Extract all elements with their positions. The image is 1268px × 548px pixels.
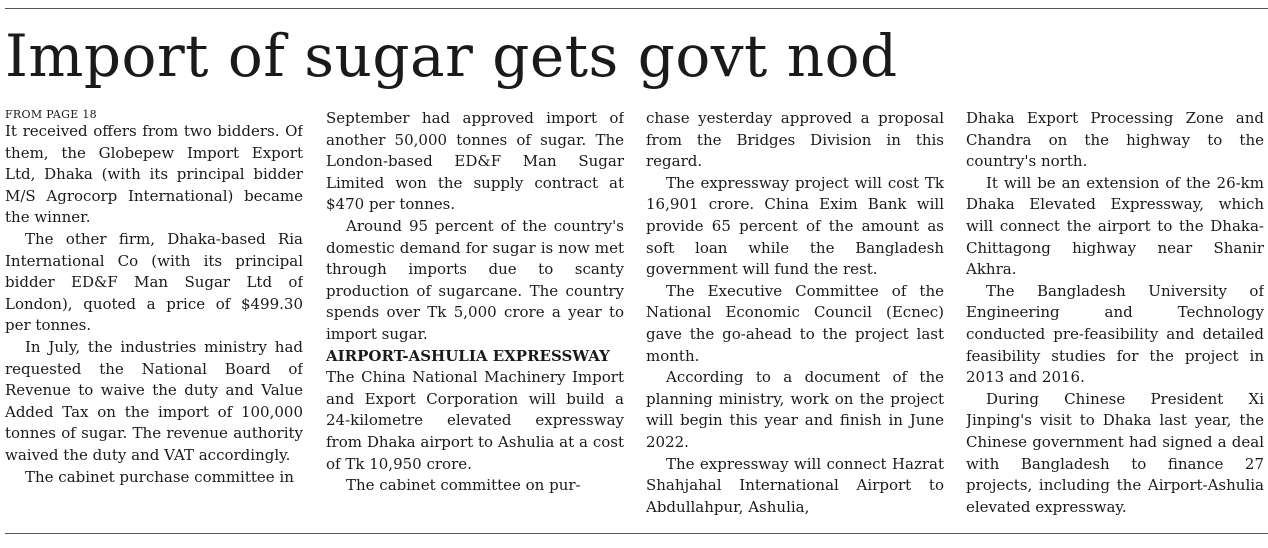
article-column-4 bbox=[966, 108, 1264, 528]
paragraph: According to a document of the planning ministry, work on the project will begin this year and finish in June 2022. bbox=[646, 368, 944, 451]
top-rule bbox=[5, 8, 1268, 9]
paragraph: In July, the industries ministry had requested the National Board of Revenue to waive the duty and Value Added Tax on the import of 100,000 tonnes of sugar. The revenue authority waived the duty and VAT accordingly. bbox=[5, 337, 303, 464]
paragraph: It received offers from two bidders. Of them, the Globepew Import Export Ltd, Dhaka (with its principal bidder M/S Agrocorp International) became the winner. bbox=[5, 122, 303, 227]
article-column-2 bbox=[326, 108, 624, 528]
paragraph: It will be an extension of the 26-km Dhaka Elevated Expressway, which will connect the airport to the Dhaka-Chittagong highway near Shanir Akhra. bbox=[966, 173, 1264, 279]
bottom-rule bbox=[5, 533, 1268, 534]
paragraph: The China National Machinery Import and Export Corporation will build a 24-kilometre elevated expressway from Dhaka airport to Ashulia at a cost of Tk 10,950 crore. bbox=[326, 368, 624, 473]
paragraph: Around 95 percent of the country's domestic demand for sugar is now met through imports due to scanty production of sugarcane. The country spends over Tk 5,000 crore a year to import sugar. bbox=[326, 216, 624, 343]
paragraph: The expressway project will cost Tk 16,901 crore. China Exim Bank will provide 65 percent of the amount as soft loan while the Bangladesh government will fund the rest. bbox=[646, 173, 944, 279]
article-column-3 bbox=[646, 108, 944, 528]
paragraph: chase yesterday approved a proposal from the Bridges Division in this regard. bbox=[646, 109, 944, 171]
paragraph: The cabinet purchase committee in bbox=[25, 467, 294, 486]
article-column-1 bbox=[5, 108, 303, 528]
subheading: AIRPORT-ASHULIA EXPRESSWAY bbox=[326, 346, 610, 365]
paragraph: The cabinet committee on pur- bbox=[346, 476, 581, 495]
paragraph: The Executive Committee of the National Economic Council (Ecnec) gave the go-ahead to the project last month. bbox=[646, 281, 944, 365]
folio-from-page: FROM PAGE 18 bbox=[5, 108, 97, 121]
paragraph: The other firm, Dhaka-based Ria International Co (with its principal bidder ED&F Man Sugar Ltd of London), quoted a price of $499.30 per tonnes. bbox=[5, 229, 303, 335]
paragraph: The Bangladesh University of Engineering and Technology conducted pre-feasibility and detailed feasibility studies for the project in 2013 and 2016. bbox=[966, 281, 1264, 387]
paragraph: Dhaka Export Processing Zone and Chandra on the highway to the country's north. bbox=[966, 109, 1264, 171]
paragraph: During Chinese President Xi Jinping's visit to Dhaka last year, the Chinese government had signed a deal with Bangladesh to finance 27 projects, including the Airport-Ashulia elevated expressway. bbox=[966, 389, 1264, 516]
paragraph: September had approved import of another 50,000 tonnes of sugar. The London-based ED&F Man Sugar Limited won the supply contract at $470 per tonnes. bbox=[326, 109, 624, 214]
headline: Import of sugar gets govt nod bbox=[5, 22, 898, 90]
paragraph: The expressway will connect Hazrat Shahjahal International Airport to Abdullahpur, Ashulia, bbox=[646, 454, 944, 516]
